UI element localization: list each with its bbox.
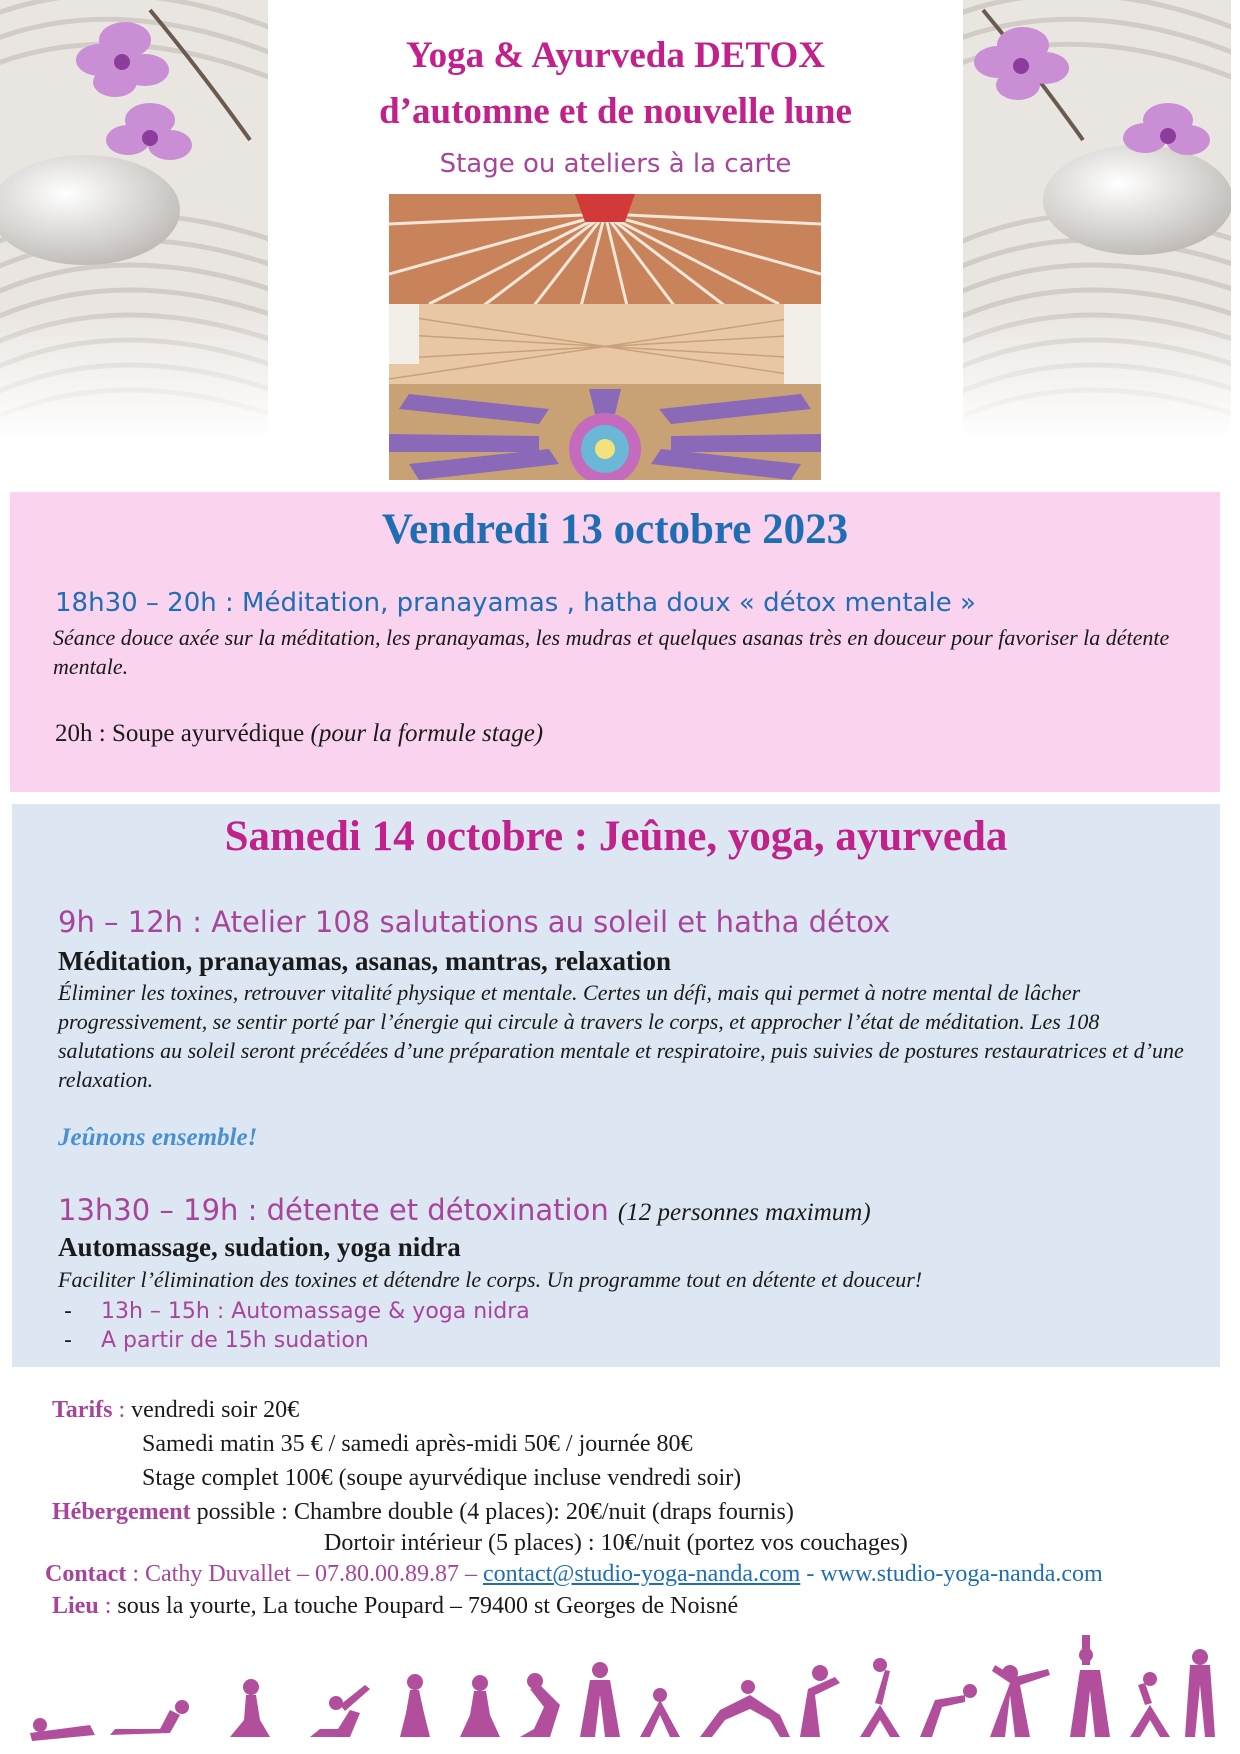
friday-session-description: Séance douce axée sur la méditation, les pranayamas, les mudras et quelques asanas très en douceur pour favoriser la détente mentale. xyxy=(53,625,1170,679)
list-item xyxy=(64,1328,369,1353)
fasting-note: Jeûnons ensemble! xyxy=(58,1124,258,1151)
list-item-text: 13h – 15h : Automassage & yoga nidra xyxy=(101,1299,530,1324)
orchid-zen-stone-icon xyxy=(963,0,1231,440)
bullet-dash: - xyxy=(64,1299,72,1324)
session2-capacity: (12 personnes maximum) xyxy=(617,1199,871,1226)
subtitle: Stage ou ateliers à la carte xyxy=(439,149,792,179)
session2-title-text: 13h30 – 19h : détente et détoxination xyxy=(58,1193,609,1227)
saturday-session2-description: Faciliter l’élimination des toxines et détendre le corps. Un programme tout en détente et douceur! xyxy=(58,1267,923,1292)
contact-line xyxy=(45,1561,1103,1588)
tarifs-line-1 xyxy=(52,1397,299,1424)
yurt-interior-photo xyxy=(389,194,821,480)
friday-soup xyxy=(55,720,543,748)
hebergement-line-2: Dortoir intérieur (5 places) : 10€/nuit (portez vos couchages) xyxy=(324,1530,908,1556)
tarifs-line-2: Samedi matin 35 € / samedi après-midi 50€ / journée 80€ xyxy=(142,1431,693,1457)
lieu-separator: : xyxy=(98,1593,118,1619)
friday-heading: Vendredi 13 octobre 2023 xyxy=(381,506,849,553)
tarifs-value-1: vendredi soir 20€ xyxy=(131,1397,300,1423)
contact-email-link[interactable]: contact@studio-yoga-nanda.com xyxy=(482,1561,801,1587)
hebergement-value-1: possible : Chambre double (4 places): 20€/nuit (draps fournis) xyxy=(190,1499,794,1525)
list-item xyxy=(64,1299,530,1324)
title-line-2: d’automne et de nouvelle lune xyxy=(379,91,852,132)
saturday-heading: Samedi 14 octobre : Jeûne, yoga, ayurveda xyxy=(224,813,1008,860)
contact-separator: - xyxy=(800,1561,821,1587)
yoga-poses-silhouettes-icon xyxy=(20,1625,1220,1745)
contact-label: Contact xyxy=(45,1561,127,1587)
bullet-dash: - xyxy=(64,1328,72,1353)
tarifs-line-3: Stage complet 100€ (soupe ayurvédique incluse vendredi soir) xyxy=(142,1465,742,1491)
contact-name: : Cathy Duvallet – 07.80.00.89.87 – xyxy=(126,1561,483,1587)
saturday-session1-subtitle: Méditation, pranayamas, asanas, mantras, relaxation xyxy=(58,946,672,976)
saturday-session2-title xyxy=(58,1193,871,1227)
title-line-1: Yoga & Ayurveda DETOX xyxy=(405,35,826,76)
hebergement-line-1 xyxy=(52,1499,794,1526)
tarifs-label: Tarifs xyxy=(52,1397,113,1423)
soup-text: 20h : Soupe ayurvédique xyxy=(55,720,305,747)
orchid-zen-stone-icon xyxy=(0,0,268,440)
lieu-label: Lieu xyxy=(52,1593,99,1619)
hebergement-label: Hébergement xyxy=(52,1499,191,1525)
saturday-session1-description: Éliminer les toxines, retrouver vitalité physique et mentale. Certes un défi, mais qui permet à notre mental de lâcher progressivement, se sentir porté par l’énergie qui circule à travers le corps, et approcher l’état de méditation. Les 108 salutations au soleil seront précédées d’une préparation mentale et respiratoire, puis suivies de postures restauratrices et d’une relaxation. xyxy=(58,980,1184,1092)
friday-session-title: 18h30 – 20h : Méditation, pranayamas , hatha doux « détox mentale » xyxy=(55,588,976,618)
lieu-line xyxy=(52,1593,738,1620)
saturday-session1-title: 9h – 12h : Atelier 108 salutations au soleil et hatha détox xyxy=(58,905,891,939)
website-link[interactable]: www.studio-yoga-nanda.com xyxy=(820,1561,1103,1587)
tarifs-separator: : xyxy=(112,1397,132,1423)
soup-note: (pour la formule stage) xyxy=(310,720,544,747)
saturday-session2-subtitle: Automassage, sudation, yoga nidra xyxy=(58,1232,461,1262)
list-item-text: A partir de 15h sudation xyxy=(101,1328,369,1353)
lieu-value: sous la yourte, La touche Poupard – 79400 st Georges de Noisné xyxy=(117,1593,739,1619)
